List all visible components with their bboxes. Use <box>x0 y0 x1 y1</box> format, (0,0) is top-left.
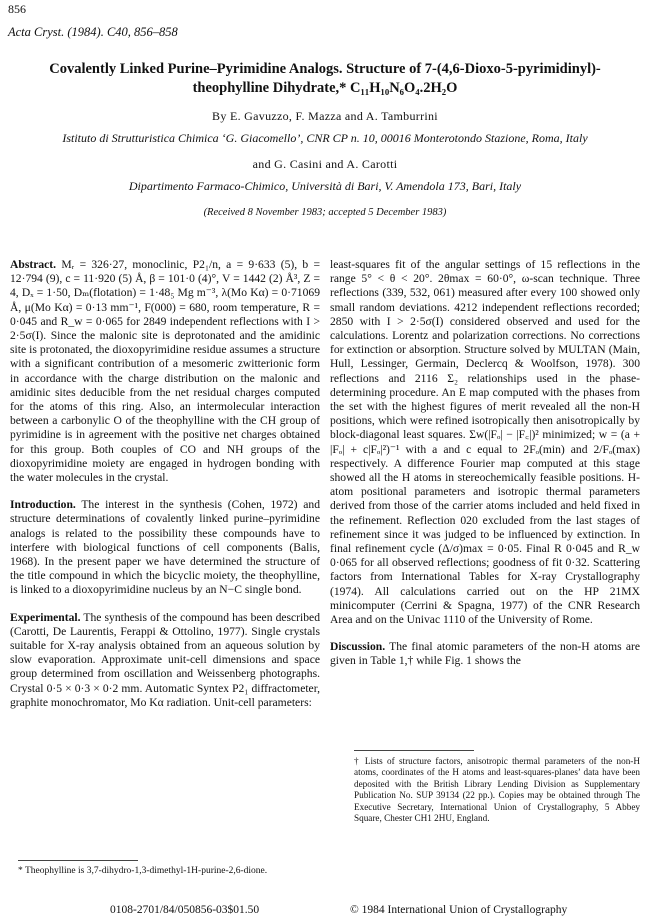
abstract-text: Mᵣ = 326·27, monoclinic, P2₁/n, a = 9·633 (5), b = 12·794 (9), c = 11·920 (5) Å, β = 101·0 (4)°, V = 1442 (2) Å³, Z = 4, Dₓ = 1·50, Dₘ(flotation) = 1·48₅ Mg m⁻³, λ(Mo Kα) = 0·71069 Å, μ(Mo Kα) = 0·13 mm⁻¹, F(000) = 680, room temperature, R = 0·045 and R_w = 0·065 for 2849 independent reflections with I > 2·5σ(I). Since the malonic site is deprotonated and the amidinic site is protonated, the dioxopyrimidine residue assumes a structure with a significant contribution of a mesomeric zwitterionic form in accordance with the charge distribution on the malonic and amidinic sites deducible from the net residual charges computed for the atoms of this ring. Also, an intermolecular interaction between a carbonylic O of the theophylline with the CH group of pyrimidine is in agreement with the positive net charges obtained for this group. Both couples of CO and NH groups of the dioxopyrimidine moiety are engaged in hydrogen bonding with the water molecules in the crystal. <box>10 258 321 485</box>
footnote-divider-left <box>18 860 138 861</box>
discussion-heading: Discussion. <box>330 640 386 654</box>
journal-reference: Acta Cryst. (1984). C40, 856–858 <box>8 25 178 39</box>
introduction-paragraph <box>10 498 320 597</box>
affiliation-2: Dipartimento Farmaco-Chimico, Università di Bari, V. Amendola 173, Bari, Italy <box>128 179 522 193</box>
deposit-footnote: † Lists of structure factors, anisotropic thermal parameters of the non-H atoms, coordinates of the H atoms and least-squares-planes’ data have been deposited with the British Library Lending Division as Supplementary Publication No. SUP 39134 (22 pp.). Copies may be obtained through The Executive Secretary, International Union of Crystallography, 5 Abbey Square, Chester CH1 2HU, England. <box>354 756 640 824</box>
title-line-2: theophylline Dihydrate,* C₁₁H₁₀N₆O₄.2H₂O <box>192 80 458 96</box>
article-code: 0108-2701/84/050856-03$01.50 <box>110 904 260 916</box>
footnote-divider-right <box>354 750 474 751</box>
discussion-text: The final atomic parameters of the non-H atoms are given in Table 1,† while Fig. 1 shows the <box>330 640 640 668</box>
title-line-1: Covalently Linked Purine–Pyrimidine Analogs. Structure of 7-(4,6-Dioxo-5-pyrimidinyl)- <box>49 61 601 77</box>
abstract-paragraph <box>10 258 320 485</box>
page-number: 856 <box>8 2 26 16</box>
affiliation-1: Istituto di Strutturistica Chimica ‘G. Giacomello’, CNR CP n. 10, 00016 Monterotondo Stazione, Roma, Italy <box>62 131 588 145</box>
discussion-paragraph <box>330 640 640 668</box>
experimental-heading: Experimental. <box>10 610 81 624</box>
introduction-heading: Introduction. <box>10 498 76 512</box>
copyright-line: © 1984 International Union of Crystallography <box>350 904 568 916</box>
article-title <box>8 60 642 98</box>
article-header <box>0 60 650 218</box>
received-dates: (Received 8 November 1983; accepted 5 December 1983) <box>203 207 447 218</box>
experimental-text: The synthesis of the compound has been described (Carotti, De Laurentis, Ferappi & Ottolino, 1977). Single crystals suitable for X-ray analysis obtained from an aqueous solution by slow evaporation. Approximate unit-cell dimensions and space group determined from oscillation and Weissenberg photographs. Crystal 0·5 × 0·3 × 0·2 mm. Automatic Syntex P2₁ diffractometer, graphite monochromator, Mo Kα radiation. Unit-cell parameters: <box>10 610 320 709</box>
authors-group-2: and G. Casini and A. Carotti <box>252 157 398 171</box>
experimental-continued: least-squares fit of the angular settings of 15 reflections in the range 5° < θ < 20°. 2θmax = 60·0°, ω-scan technique. Three reflections (339, 532, 061) measured after every 100 showed only small random deviations. 4212 independent reflections recorded; 2850 with I > 2·5σ(I) considered observed and used for the calculations. Lorentz and polarization corrections. No corrections for extinction or absorption. Structure solved by MULTAN (Main, Hull, Lessinger, Germain, Declercq & Woolfson, 1978). 300 reflections and 2116 Σ₂ relationships used in the phase-determining procedure. An E map computed with the phases from the set with the highest figures of merit revealed all the non-H positions, which were refined isotropically then anisotropically by block-diagonal least squares. Σw(|Fₒ| − |F꜀|)² minimized; w = (a + |Fₒ| + c|Fₒ|²)⁻¹ with a and c equal to 2Fₒ(min) and 2/Fₒ(max) respectively. A difference Fourier map computed at this stage showed all the H atoms in stereochemically feasible positions. H-atom positional parameters and isotropic thermal parameters derived from those of the carrier atoms included and held fixed in the refinement. Reflection 020 excluded from the last stages of refinement since it was judged to be influenced by extinction. In final refinement cycle (Δ/σ)max = 0·05. Final R 0·045 and R_w 0·065 for all observed reflections; goodness of fit 0·32. Scattering factors from International Tables for X-ray Crystallography (1974). All calculations carried out on the HP 21MX minicomputer (Cerrini & Spagna, 1977) of the CNR Research Area and on the Univac 1110 of the University of Rome. <box>330 258 640 627</box>
theophylline-footnote: * Theophylline is 3,7-dihydro-1,3-dimethyl-1H-purine-2,6-dione. <box>18 866 268 876</box>
experimental-paragraph <box>10 611 320 710</box>
left-column <box>10 258 320 723</box>
abstract-heading: Abstract. <box>10 258 57 271</box>
introduction-text: The interest in the synthesis (Cohen, 1972) and structure determinations of covalently linked purine–pyrimidine analogs is related to the possibility these compounds have to interfere with biological functions of cell components (Balis, 1968). In the present paper we have determined the structure of the title compound in which the bicyclic moiety, the theophylline, is linked to a dioxopyrimidine nucleus by an N−C single bond. <box>10 498 320 597</box>
right-column <box>330 258 640 682</box>
authors-group-1: By E. Gavuzzo, F. Mazza and A. Tamburrini <box>212 109 438 123</box>
